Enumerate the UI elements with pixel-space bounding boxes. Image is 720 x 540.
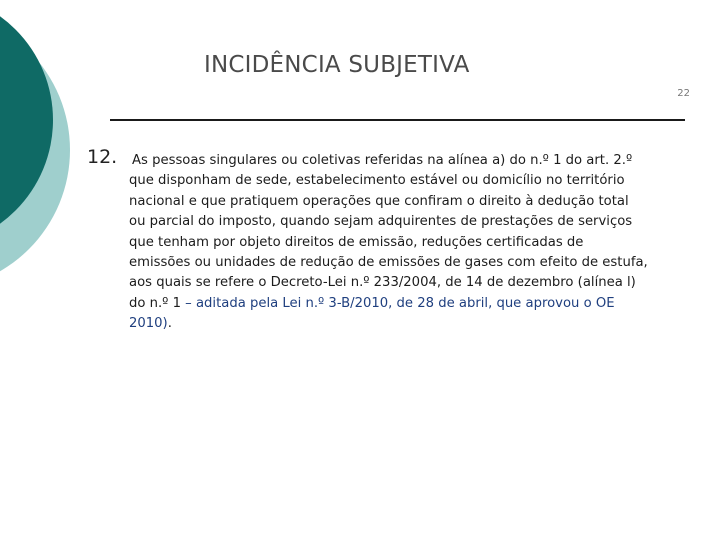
item-text bbox=[129, 151, 704, 335]
item-number: 12. bbox=[87, 146, 118, 168]
text-line: que tenham por objeto direitos de emissão, reduções certificadas de bbox=[129, 234, 584, 250]
title-divider bbox=[110, 119, 685, 121]
text-segment: do n.º 1 bbox=[129, 295, 186, 311]
page-number: 22 bbox=[677, 88, 690, 99]
amendment-note: – aditada pela Lei n.º 3-B/2010, de 28 de abril, que aprovou o OE bbox=[185, 295, 615, 311]
amendment-note-end: 2010) bbox=[129, 316, 168, 332]
decorative-circles bbox=[0, 0, 100, 300]
text-line: que disponham de sede, estabelecimento estável ou domicílio no território bbox=[129, 173, 625, 189]
text-line: As pessoas singulares ou coletivas referidas na alínea a) do n.º 1 do art. 2.º bbox=[132, 153, 633, 168]
text-line: emissões ou unidades de redução de emissões de gases com efeito de estufa, bbox=[129, 255, 648, 271]
text-line bbox=[129, 314, 704, 334]
text-line: ou parcial do imposto, quando sejam adquirentes de prestações de serviços bbox=[129, 214, 633, 230]
slide-title: INCIDÊNCIA SUBJETIVA bbox=[204, 52, 470, 78]
text-segment: . bbox=[167, 316, 172, 332]
text-line bbox=[129, 294, 704, 314]
text-line: aos quais se refere o Decreto-Lei n.º 233/2004, de 14 de dezembro (alínea l) bbox=[129, 275, 636, 291]
text-line: nacional e que pratiquem operações que confiram o direito à dedução total bbox=[129, 193, 629, 209]
